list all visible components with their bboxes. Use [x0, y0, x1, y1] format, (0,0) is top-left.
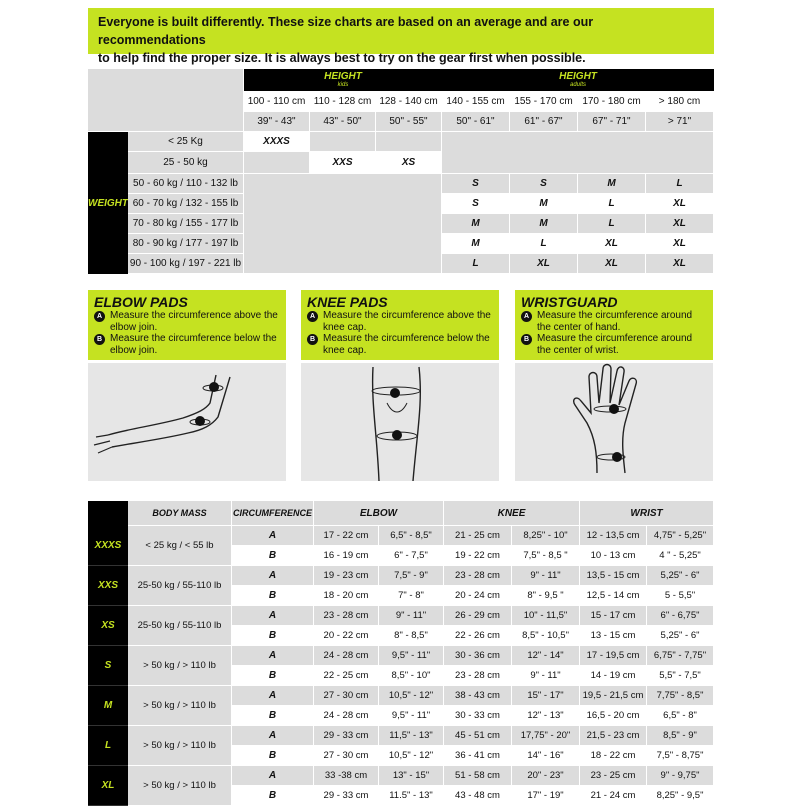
measurement-row [88, 726, 714, 746]
body-mass-cell: > 50 kg / > 110 lb [128, 766, 232, 806]
circumference-marker: B [232, 706, 314, 726]
size-cell: XS [376, 152, 442, 174]
measurement-cell: 22 - 25 cm [314, 666, 379, 686]
size-label: M [88, 686, 128, 726]
measurement-cell: 18 - 22 cm [580, 746, 647, 766]
measurement-cell: 22 - 26 cm [444, 626, 512, 646]
measurement-cell: 20 - 24 cm [444, 586, 512, 606]
weight-cell: 80 - 90 kg / 177 - 197 lb [128, 234, 244, 254]
measurement-cell: 27 - 30 cm [314, 686, 379, 706]
marker-b-icon: B [521, 334, 532, 345]
measurement-cell: 16,5 - 20 cm [580, 706, 647, 726]
measurement-row [88, 646, 714, 666]
measurement-cell: 7,5" - 8,75" [647, 746, 714, 766]
body-mass-cell: < 25 kg / < 55 lb [128, 526, 232, 566]
measurement-cell: 45 - 51 cm [444, 726, 512, 746]
measurement-cell: 6,5" - 8" [647, 706, 714, 726]
measurement-row [88, 566, 714, 586]
measurement-cell: 12" - 14" [512, 646, 580, 666]
wristguard-panel [515, 290, 713, 481]
size-cell: L [442, 254, 510, 274]
measurement-cell: 33 -38 cm [314, 766, 379, 786]
body-mass-header: BODY MASS [128, 501, 232, 526]
measurement-cell: 21 - 25 cm [444, 526, 512, 546]
intro-banner [88, 8, 714, 65]
size-cell: M [578, 174, 646, 194]
measurement-cell: 9,5" - 11" [379, 706, 444, 726]
size-label: XXS [88, 566, 128, 606]
height-cm-cell: 110 - 128 cm [310, 91, 376, 112]
circumference-marker: A [232, 606, 314, 626]
height-in-cell: 61" - 67" [510, 112, 578, 132]
measurement-cell: 7,75" - 8,5" [647, 686, 714, 706]
measurement-cell: 24 - 28 cm [314, 646, 379, 666]
height-cm-cell: > 180 cm [646, 91, 714, 112]
size-cell: XL [646, 194, 714, 214]
size-cell: XL [646, 234, 714, 254]
height-kids-header: HEIGHT kids [244, 69, 442, 91]
measurement-cell: 43 - 48 cm [444, 786, 512, 806]
knee-illustration [301, 363, 499, 481]
size-cell: S [442, 174, 510, 194]
measurement-row [88, 606, 714, 626]
size-cell: M [442, 214, 510, 234]
size-cell: M [442, 234, 510, 254]
circumference-marker: B [232, 626, 314, 646]
body-measurement-table [88, 501, 714, 806]
measurement-cell: 9" - 9,75" [647, 766, 714, 786]
table-corner [88, 69, 244, 132]
height-cm-cell: 100 - 110 cm [244, 91, 310, 112]
measurement-cell: 10,5" - 12" [379, 686, 444, 706]
measurement-cell: 5 - 5,5" [647, 586, 714, 606]
height-in-cell: 50" - 61" [442, 112, 510, 132]
measurement-cell: 20" - 23" [512, 766, 580, 786]
body-mass-cell: 25-50 kg / 55-110 lb [128, 566, 232, 606]
weight-cell: 70 - 80 kg / 155 - 177 lb [128, 214, 244, 234]
height-in-cell: 43" - 50" [310, 112, 376, 132]
measurement-cell: 16 - 19 cm [314, 546, 379, 566]
measurement-cell: 36 - 41 cm [444, 746, 512, 766]
measurement-cell: 5,5" - 7,5" [647, 666, 714, 686]
intro-line-2: to help find the proper size. It is always best to try on the gear first when possible. [98, 51, 586, 65]
body-mass-cell: 25-50 kg / 55-110 lb [128, 606, 232, 646]
measurement-cell: 24 - 28 cm [314, 706, 379, 726]
marker-a-icon: A [521, 311, 532, 322]
measurement-cell: 8,25" - 9,5" [647, 786, 714, 806]
marker-b-icon: B [94, 334, 105, 345]
measurement-cell: 21 - 24 cm [580, 786, 647, 806]
panel-instruction-a: Measure the circumference above the elbow join. [110, 310, 278, 333]
measurement-row [88, 686, 714, 706]
weight-row [88, 132, 714, 152]
size-label: XXXS [88, 526, 128, 566]
size-cell: XL [510, 254, 578, 274]
measurement-cell: 23 - 28 cm [444, 666, 512, 686]
measurement-cell: 9" - 11" [379, 606, 444, 626]
height-in-cell: 50" - 55" [376, 112, 442, 132]
measurement-cell: 13" - 15" [379, 766, 444, 786]
intro-line-1: Everyone is built differently. These size charts are based on an average and are our recommendations [98, 15, 594, 47]
measurement-cell: 29 - 33 cm [314, 726, 379, 746]
circumference-marker: B [232, 786, 314, 806]
measurement-cell: 15 - 17 cm [580, 606, 647, 626]
panel-instruction-a: Measure the circumference above the knee cap. [323, 310, 491, 333]
size-cell: L [510, 234, 578, 254]
measurement-cell: 13 - 15 cm [580, 626, 647, 646]
measurement-cell: 15" - 17" [512, 686, 580, 706]
body-mass-cell: > 50 kg / > 110 lb [128, 726, 232, 766]
measurement-cell: 5,25" - 6" [647, 566, 714, 586]
elbow-header: ELBOW [314, 501, 444, 526]
measurement-cell: 6,5" - 8,5" [379, 526, 444, 546]
measurement-cell: 38 - 43 cm [444, 686, 512, 706]
elbow-pads-panel [88, 290, 286, 481]
arm-icon [88, 363, 286, 481]
measurement-cell: 17,75" - 20" [512, 726, 580, 746]
circumference-marker: A [232, 566, 314, 586]
size-cell: S [510, 174, 578, 194]
panel-instruction-b: Measure the circumference below the knee cap. [323, 333, 490, 356]
panel-title: ELBOW PADS [94, 294, 188, 310]
measurement-cell: 9" - 11" [512, 566, 580, 586]
size-cell: XL [646, 254, 714, 274]
measurement-cell: 6" - 7,5" [379, 546, 444, 566]
size-cell: L [646, 174, 714, 194]
wrist-header: WRIST [580, 501, 714, 526]
height-in-cell: 67" - 71" [578, 112, 646, 132]
circumference-marker: A [232, 726, 314, 746]
panel-title: WRISTGUARD [521, 294, 618, 310]
panel-instruction-a: Measure the circumference around the center of hand. [537, 310, 693, 333]
measurement-cell: 7,5" - 8,5 " [512, 546, 580, 566]
marker-a-icon: A [307, 311, 318, 322]
measurement-cell: 17" - 19" [512, 786, 580, 806]
measurement-row [88, 766, 714, 786]
measurement-cell: 20 - 22 cm [314, 626, 379, 646]
size-cell: M [510, 194, 578, 214]
measurement-cell: 23 - 25 cm [580, 766, 647, 786]
measurement-cell: 27 - 30 cm [314, 746, 379, 766]
bottom-header-row [88, 501, 714, 526]
height-cm-cell: 170 - 180 cm [578, 91, 646, 112]
size-cell: M [510, 214, 578, 234]
body-mass-cell: > 50 kg / > 110 lb [128, 646, 232, 686]
size-cell: S [442, 194, 510, 214]
measurement-cell: 9,5" - 11" [379, 646, 444, 666]
weight-cell: 90 - 100 kg / 197 - 221 lb [128, 254, 244, 274]
size-cell: XXS [310, 152, 376, 174]
measurement-cell: 11,5" - 13" [379, 726, 444, 746]
height-adults-header: HEIGHT adults [442, 69, 714, 91]
circumference-header: CIRCUMFERENCE [232, 501, 314, 526]
measurement-cell: 7" - 8" [379, 586, 444, 606]
measurement-cell: 12 - 13,5 cm [580, 526, 647, 546]
circumference-marker: B [232, 666, 314, 686]
height-cm-cell: 140 - 155 cm [442, 91, 510, 112]
measurement-cell: 10 - 13 cm [580, 546, 647, 566]
measurement-cell: 8,25" - 10" [512, 526, 580, 546]
measurement-cell: 9" - 11" [512, 666, 580, 686]
measurement-cell: 7,5" - 9" [379, 566, 444, 586]
knee-pads-panel [301, 290, 499, 481]
height-weight-size-table [88, 69, 714, 274]
measurement-cell: 6" - 6,75" [647, 606, 714, 626]
hand-icon [515, 363, 713, 481]
measurement-cell: 8,5" - 9" [647, 726, 714, 746]
measurement-cell: 21,5 - 23 cm [580, 726, 647, 746]
size-cell: XL [646, 214, 714, 234]
circumference-marker: A [232, 766, 314, 786]
size-cell: XXXS [244, 132, 310, 152]
weight-cell: 25 - 50 kg [128, 152, 244, 174]
measurement-cell: 4,75" - 5,25" [647, 526, 714, 546]
measurement-cell: 4 " - 5,25" [647, 546, 714, 566]
measurement-cell: 23 - 28 cm [314, 606, 379, 626]
elbow-illustration [88, 363, 286, 481]
size-label: L [88, 726, 128, 766]
measurement-cell: 14 - 19 cm [580, 666, 647, 686]
height-in-cell: > 71" [646, 112, 714, 132]
size-cell: L [578, 214, 646, 234]
size-cell: XL [578, 254, 646, 274]
measurement-cell: 14" - 16" [512, 746, 580, 766]
measurement-cell: 17 - 22 cm [314, 526, 379, 546]
panel-instruction-b: Measure the circumference below the elbow join. [110, 333, 277, 356]
measurement-cell: 6,75" - 7,75" [647, 646, 714, 666]
marker-b-icon: B [307, 334, 318, 345]
measurement-cell: 19 - 22 cm [444, 546, 512, 566]
size-cell: XL [578, 234, 646, 254]
weight-side-label: WEIGHT [88, 132, 128, 274]
measurement-cell: 11.5" - 13" [379, 786, 444, 806]
measurement-cell: 12,5 - 14 cm [580, 586, 647, 606]
marker-a-icon: A [94, 311, 105, 322]
measurement-cell: 18 - 20 cm [314, 586, 379, 606]
circumference-marker: A [232, 526, 314, 546]
weight-cell: < 25 Kg [128, 132, 244, 152]
measurement-cell: 10,5" - 12" [379, 746, 444, 766]
measurement-cell: 51 - 58 cm [444, 766, 512, 786]
panel-instruction-b: Measure the circumference around the center of wrist. [537, 333, 693, 356]
circumference-marker: B [232, 746, 314, 766]
measurement-cell: 30 - 33 cm [444, 706, 512, 726]
measurement-cell: 26 - 29 cm [444, 606, 512, 626]
knee-header: KNEE [444, 501, 580, 526]
measurement-cell: 8,5" - 10,5" [512, 626, 580, 646]
body-mass-cell: > 50 kg / > 110 lb [128, 686, 232, 726]
measurement-cell: 8,5" - 10" [379, 666, 444, 686]
leg-icon [301, 363, 499, 481]
panel-title: KNEE PADS [307, 294, 388, 310]
measurement-cell: 23 - 28 cm [444, 566, 512, 586]
measurement-cell: 8" - 9,5 " [512, 586, 580, 606]
measurement-cell: 19 - 23 cm [314, 566, 379, 586]
height-cm-cell: 155 - 170 cm [510, 91, 578, 112]
weight-row [88, 174, 714, 194]
height-cm-cell: 128 - 140 cm [376, 91, 442, 112]
size-label: S [88, 646, 128, 686]
measurement-cell: 10" - 11,5" [512, 606, 580, 626]
measurement-cell: 30 - 36 cm [444, 646, 512, 666]
measurement-cell: 5,25" - 6" [647, 626, 714, 646]
measurement-cell: 13,5 - 15 cm [580, 566, 647, 586]
height-in-cell: 39" - 43" [244, 112, 310, 132]
weight-cell: 60 - 70 kg / 132 - 155 lb [128, 194, 244, 214]
size-label: XL [88, 766, 128, 806]
size-label: XS [88, 606, 128, 646]
circumference-marker: A [232, 646, 314, 666]
measurement-cell: 8" - 8,5" [379, 626, 444, 646]
measurement-cell: 12" - 13" [512, 706, 580, 726]
wrist-illustration [515, 363, 713, 481]
size-cell: L [578, 194, 646, 214]
measurement-row [88, 526, 714, 546]
circumference-marker: B [232, 546, 314, 566]
circumference-marker: A [232, 686, 314, 706]
weight-cell: 50 - 60 kg / 110 - 132 lb [128, 174, 244, 194]
circumference-marker: B [232, 586, 314, 606]
measurement-cell: 19,5 - 21,5 cm [580, 686, 647, 706]
measurement-cell: 17 - 19,5 cm [580, 646, 647, 666]
measurement-cell: 29 - 33 cm [314, 786, 379, 806]
